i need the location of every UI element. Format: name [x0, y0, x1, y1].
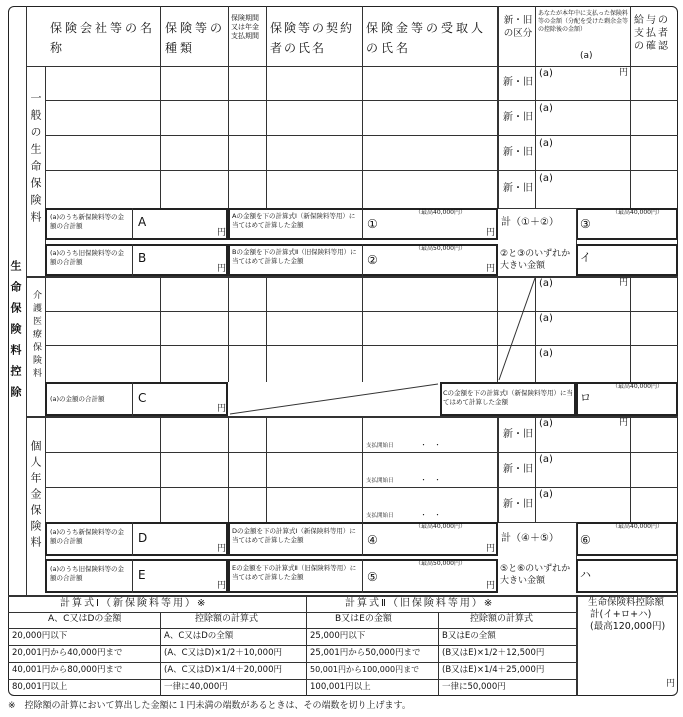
- ci: イ: [580, 251, 591, 264]
- formula1-r2c1: 20,001円から40,000円まで: [12, 648, 123, 658]
- header-recipient: 保険金等の受取人の氏名: [366, 21, 487, 55]
- total-formula: 計(イ+ロ+ハ): [590, 609, 652, 620]
- c5: ⑤: [367, 570, 378, 584]
- calc-D-label: Dの金額を下の計算式Ⅰ（新保険料等用）に当てはめて計算した金額: [232, 527, 356, 544]
- max50-e: （最高50,000円）: [415, 560, 466, 567]
- group-care: 介護医療保険料: [31, 290, 41, 381]
- general-row4-a: (a): [539, 173, 553, 184]
- formula1-title: 計算式Ⅰ（新保険料等用）※: [60, 598, 208, 609]
- cha: ハ: [580, 568, 591, 581]
- formula2-r4c1: 100,001円以上: [310, 682, 371, 692]
- general-row1-yen: 円: [619, 68, 629, 78]
- pension-row3-shinkyu: 新・旧: [503, 499, 533, 510]
- formula1-r2c2: (A、C又はD)×1/2＋10,000円: [164, 648, 282, 658]
- c4: ④: [367, 533, 378, 547]
- c2-yen: 円: [486, 264, 496, 274]
- general-row1-shinkyu: 新・旧: [503, 77, 533, 88]
- formula2-r3c1: 50,001円から100,000円まで: [310, 665, 420, 674]
- calc-B-label: Bの金額を下の計算式Ⅱ（旧保険料等用）に当てはめて計算した金額: [232, 248, 357, 265]
- calc-E-label: Eの金額を下の計算式Ⅱ（旧保険料等用）に当てはめて計算した金額: [232, 564, 357, 581]
- pay-dots-2: ・ ・: [420, 476, 441, 484]
- c6: ⑥: [580, 533, 591, 547]
- header-period: 保険期間又は年金支払期間: [231, 14, 259, 40]
- b-yen: 円: [217, 264, 227, 274]
- larger56: ⑤と⑥のいずれか大きい金額: [500, 564, 571, 586]
- general-row4-shinkyu: 新・旧: [503, 183, 533, 194]
- formula1-r3c2: (A、C又はD)×1/4＋20,000円: [164, 665, 282, 675]
- general-row1-a: (a): [539, 68, 553, 79]
- group-pension: 個人年金保険料: [29, 440, 42, 552]
- c5-yen: 円: [486, 581, 496, 591]
- formula2-col2: 控除額の計算式: [470, 614, 534, 624]
- total-max: (最高120,000円): [590, 621, 666, 632]
- formula1-col1: A、C又はDの金額: [48, 614, 122, 624]
- formula1-r4c2: 一律に40,000円: [164, 682, 228, 692]
- header-amount-tag: (a): [580, 51, 593, 61]
- a-old-sum-label-e: (a)のうち旧保険料等の金額の合計額: [50, 565, 125, 582]
- formula2-r1c1: 25,000円以下: [310, 631, 366, 641]
- pension-row2-a: (a): [539, 454, 553, 465]
- max50-b: （最高50,000円）: [415, 245, 466, 252]
- formula1-r1c1: 20,000円以下: [12, 631, 68, 641]
- pay-dots-1: ・ ・: [420, 441, 441, 449]
- pension-row2-shinkyu: 新・旧: [503, 464, 533, 475]
- header-contractor: 保険等の契約者の氏名: [270, 21, 355, 55]
- larger23: ②と③のいずれか大きい金額: [500, 249, 571, 271]
- formula2-r2c1: 25,001円から50,000円まで: [310, 648, 421, 658]
- header-confirm: 給与の支払者の確認: [634, 15, 670, 52]
- pay-dots-3: ・ ・: [420, 511, 441, 519]
- pension-row1-a: (a): [539, 418, 553, 429]
- formula1-col2: 控除額の計算式: [195, 614, 259, 624]
- max40-ro: （最高40,000円）: [612, 383, 663, 390]
- pension-row3-a: (a): [539, 489, 553, 500]
- c-diagonal: [228, 382, 440, 416]
- general-row3-shinkyu: 新・旧: [503, 147, 533, 158]
- general-row2-a: (a): [539, 103, 553, 114]
- pay-start-3: 支払開始日: [366, 513, 394, 519]
- formula1-r1c2: A、C又はDの全額: [164, 631, 234, 641]
- header-new-old: 新・旧の区分: [503, 15, 533, 39]
- calc-A-label: Aの金額を下の計算式Ⅰ（新保険料等用）に当てはめて計算した金額: [232, 212, 356, 229]
- formula2-col1: B又はEの金額: [335, 614, 392, 624]
- max40-d: （最高40,000円）: [415, 523, 466, 530]
- footnote: ※ 控除額の計算において算出した金額に１円未満の端数があるときは、その端数を切り上げます。: [8, 701, 411, 711]
- care-row1-yen: 円: [619, 278, 629, 288]
- max40-a: （最高40,000円）: [415, 209, 466, 216]
- a-new-sum-label: (a)のうち新保険料等の金額の合計額: [50, 213, 125, 230]
- care-row3-a: (a): [539, 348, 553, 359]
- total-title: 生命保険料控除額: [588, 597, 665, 608]
- formula2-r3c2: (B又はE)×1/4＋25,000円: [442, 665, 545, 675]
- section-title: 生命保険料控除: [9, 260, 22, 407]
- formula1-r4c1: 80,001円以上: [12, 682, 68, 692]
- sum45: 計（④＋⑤）: [501, 533, 559, 544]
- care-row1-a: (a): [539, 278, 553, 289]
- label-D: D: [138, 531, 148, 545]
- cro: ロ: [580, 391, 591, 404]
- header-amount-note: あなたが本年中に支払った保険料等の金額（分配を受けた剰余金等の控除後の金額）: [538, 10, 629, 33]
- header-kind: 保険等の種類: [165, 21, 226, 55]
- formula2-r2c2: (B又はE)×1/2＋12,500円: [442, 648, 545, 658]
- pension-row1-yen: 円: [619, 418, 629, 428]
- label-B: B: [138, 251, 147, 265]
- c1: ①: [367, 217, 378, 231]
- label-E: E: [138, 568, 146, 582]
- sum12: 計（①＋②）: [501, 217, 559, 228]
- general-row3-a: (a): [539, 138, 553, 149]
- formula1-r3c1: 40,001円から80,000円まで: [12, 665, 123, 675]
- formula2-r1c2: B又はEの全額: [442, 631, 496, 641]
- formula2-r4c2: 一律に50,000円: [442, 682, 506, 692]
- pay-start-1: 支払開始日: [366, 443, 394, 449]
- c4-yen: 円: [486, 544, 496, 554]
- c3: ③: [580, 217, 591, 231]
- c2: ②: [367, 253, 378, 267]
- group-general: 一般の生命保険料: [29, 92, 42, 228]
- a-sum-label: (a)の金額の合計額: [50, 395, 105, 403]
- label-C: C: [138, 391, 147, 405]
- care-row2-a: (a): [539, 313, 553, 324]
- a-yen: 円: [217, 228, 227, 238]
- formula2-title: 計算式Ⅱ（旧保険料等用）※: [345, 598, 495, 609]
- care-diagonal: [497, 276, 537, 382]
- total-yen: 円: [666, 679, 676, 689]
- e-yen: 円: [217, 581, 227, 591]
- d-yen: 円: [217, 544, 227, 554]
- max40-6: （最高40,000円）: [612, 523, 663, 530]
- c-yen: 円: [217, 404, 227, 414]
- a-old-sum-label: (a)のうち旧保険料等の金額の合計額: [50, 249, 125, 266]
- pay-start-2: 支払開始日: [366, 478, 394, 484]
- general-row2-shinkyu: 新・旧: [503, 112, 533, 123]
- pension-row1-shinkyu: 新・旧: [503, 429, 533, 440]
- calc-C-label: Cの金額を下の計算式Ⅰ（新保険料等用）に当てはめて計算した金額: [443, 389, 573, 406]
- a-new-sum-label-d: (a)のうち新保険料等の金額の合計額: [50, 528, 125, 545]
- header-company: 保険会社等の名称: [50, 21, 156, 55]
- label-A: A: [138, 215, 147, 229]
- c1-yen: 円: [486, 228, 496, 238]
- max40-3: （最高40,000円）: [612, 209, 663, 216]
